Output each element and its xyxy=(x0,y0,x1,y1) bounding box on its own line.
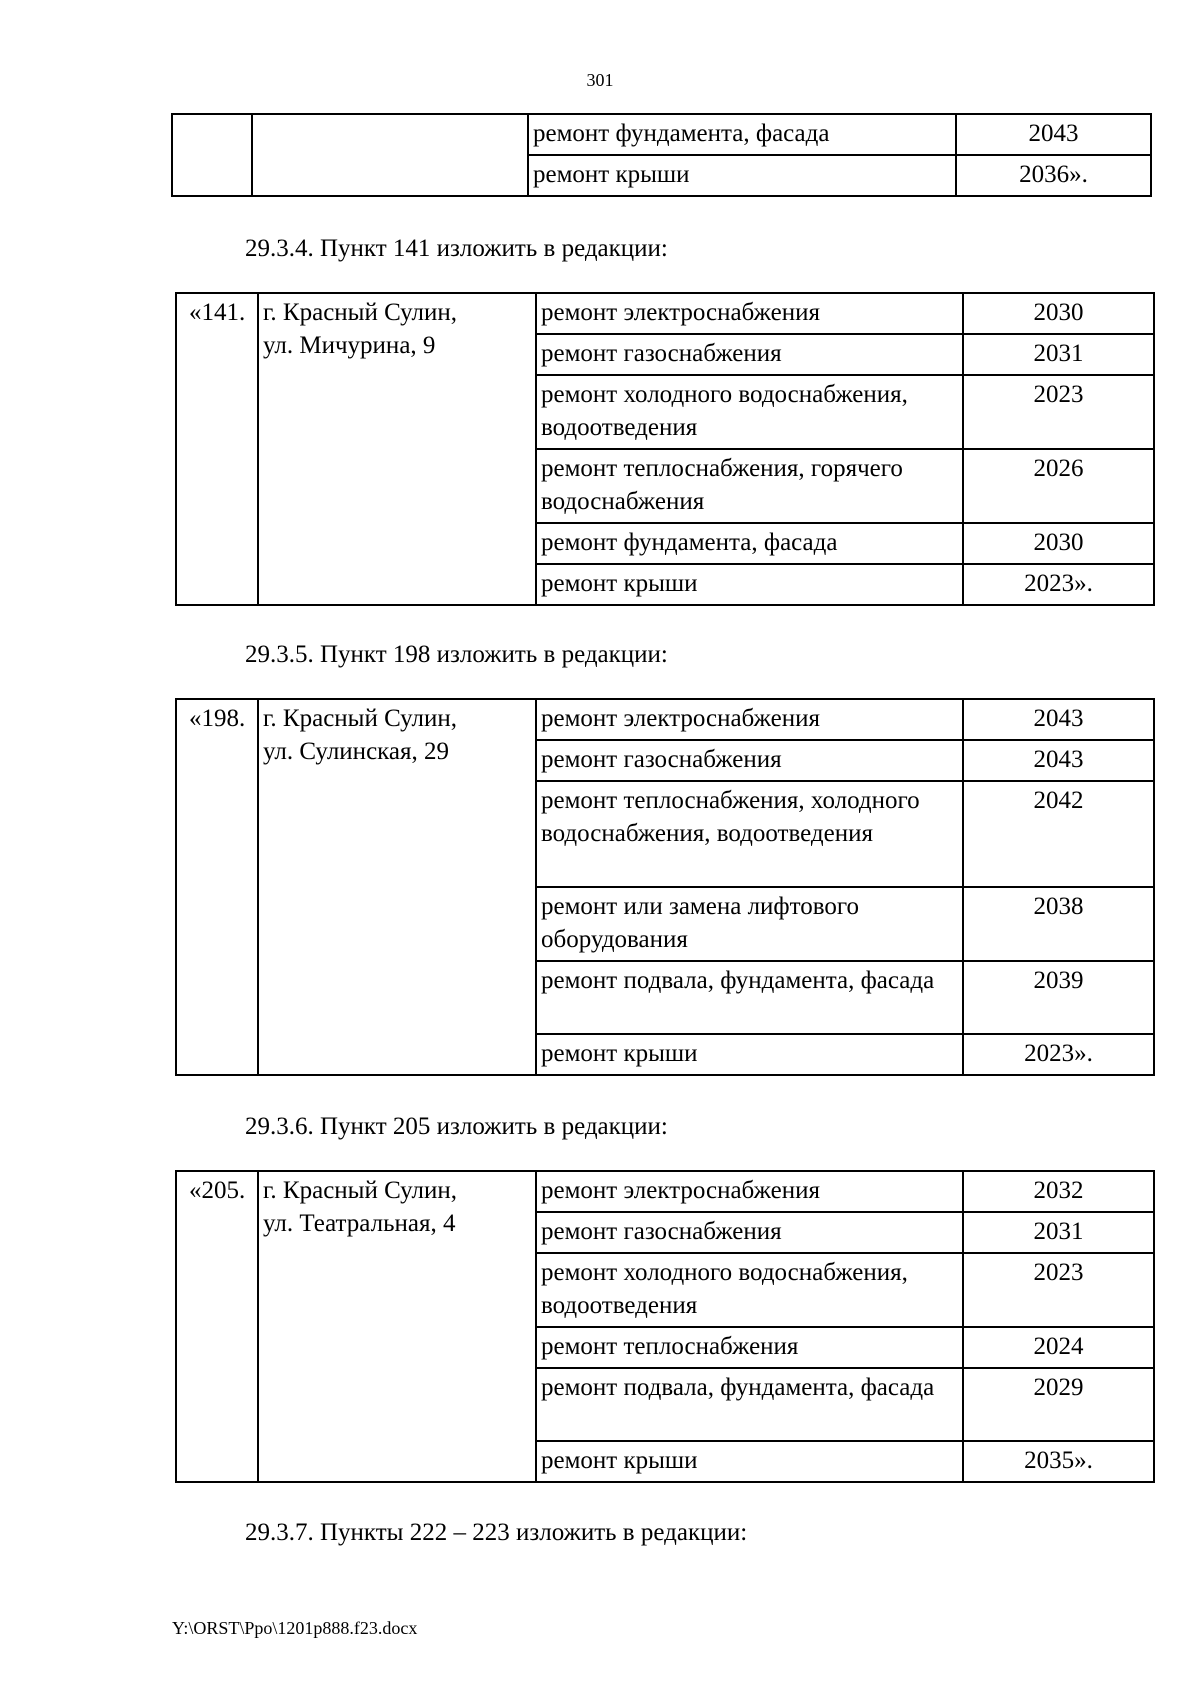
year-cell: 2031 xyxy=(963,1212,1154,1253)
work-cell: ремонт теплоснабжения, холодного водоснабжения, водоотведения xyxy=(536,781,963,887)
year-cell: 2043 xyxy=(963,699,1154,740)
continuation-table xyxy=(171,113,1152,197)
address-street: ул. Театральная, 4 xyxy=(263,1210,456,1237)
year-cell: 2043 xyxy=(956,114,1151,155)
section-heading: 29.3.5. Пункт 198 изложить в редакции: xyxy=(245,641,668,668)
work-cell: ремонт крыши xyxy=(528,155,956,196)
year-cell: 2042 xyxy=(963,781,1154,887)
item-205-table xyxy=(175,1170,1155,1483)
work-cell: ремонт крыши xyxy=(536,1034,963,1075)
work-cell: ремонт крыши xyxy=(536,1441,963,1482)
page-number: 301 xyxy=(586,70,614,90)
address-cell xyxy=(252,114,528,196)
year-cell: 2031 xyxy=(963,334,1154,375)
section-heading: 29.3.7. Пункты 222 – 223 изложить в редакции: xyxy=(245,1519,748,1546)
item-number: «205. xyxy=(176,1171,258,1482)
year-cell: 2038 xyxy=(963,887,1154,961)
year-cell: 2030 xyxy=(963,293,1154,334)
table-row xyxy=(176,293,1154,334)
year-cell: 2026 xyxy=(963,449,1154,523)
year-cell: 2023 xyxy=(963,1253,1154,1327)
address-city: г. Красный Сулин, xyxy=(263,1177,458,1204)
item-198-table xyxy=(175,698,1155,1076)
item-number: «198. xyxy=(176,699,258,1075)
section-heading: 29.3.6. Пункт 205 изложить в редакции: xyxy=(245,1113,668,1140)
table-row xyxy=(176,1171,1154,1212)
item-number: «141. xyxy=(176,293,258,605)
work-cell: ремонт газоснабжения xyxy=(536,740,963,781)
table-row xyxy=(172,114,1151,155)
table-row xyxy=(176,699,1154,740)
year-cell: 2035». xyxy=(963,1441,1154,1482)
work-cell: ремонт или замена лифтового оборудования xyxy=(536,887,963,961)
work-cell: ремонт холодного водоснабжения, водоотведения xyxy=(536,375,963,449)
address-city: г. Красный Сулин, xyxy=(263,299,458,326)
address-street: ул. Мичурина, 9 xyxy=(263,332,436,359)
year-cell: 2030 xyxy=(963,523,1154,564)
work-cell: ремонт крыши xyxy=(536,564,963,605)
work-cell: ремонт газоснабжения xyxy=(536,1212,963,1253)
number-cell xyxy=(172,114,252,196)
year-cell: 2023 xyxy=(963,375,1154,449)
address-cell xyxy=(258,293,536,605)
year-cell: 2032 xyxy=(963,1171,1154,1212)
work-cell: ремонт фундамента, фасада xyxy=(528,114,956,155)
year-cell: 2039 xyxy=(963,961,1154,1034)
year-cell: 2023». xyxy=(963,1034,1154,1075)
file-path-footer: Y:\ORST\Ppo\1201p888.f23.docx xyxy=(172,1618,418,1638)
work-cell: ремонт подвала, фундамента, фасада xyxy=(536,1368,963,1441)
work-cell: ремонт электроснабжения xyxy=(536,699,963,740)
year-cell: 2043 xyxy=(963,740,1154,781)
address-cell xyxy=(258,1171,536,1482)
work-cell: ремонт теплоснабжения xyxy=(536,1327,963,1368)
item-141-table xyxy=(175,292,1155,606)
year-cell: 2024 xyxy=(963,1327,1154,1368)
work-cell: ремонт электроснабжения xyxy=(536,293,963,334)
work-cell: ремонт теплоснабжения, горячего водоснабжения xyxy=(536,449,963,523)
section-heading: 29.3.4. Пункт 141 изложить в редакции: xyxy=(245,235,668,262)
year-cell: 2023». xyxy=(963,564,1154,605)
year-cell: 2029 xyxy=(963,1368,1154,1441)
work-cell: ремонт подвала, фундамента, фасада xyxy=(536,961,963,1034)
work-cell: ремонт фундамента, фасада xyxy=(536,523,963,564)
work-cell: ремонт газоснабжения xyxy=(536,334,963,375)
address-city: г. Красный Сулин, xyxy=(263,705,458,732)
year-cell: 2036». xyxy=(956,155,1151,196)
work-cell: ремонт холодного водоснабжения, водоотведения xyxy=(536,1253,963,1327)
address-street: ул. Сулинская, 29 xyxy=(263,738,450,765)
work-cell: ремонт электроснабжения xyxy=(536,1171,963,1212)
address-cell xyxy=(258,699,536,1075)
